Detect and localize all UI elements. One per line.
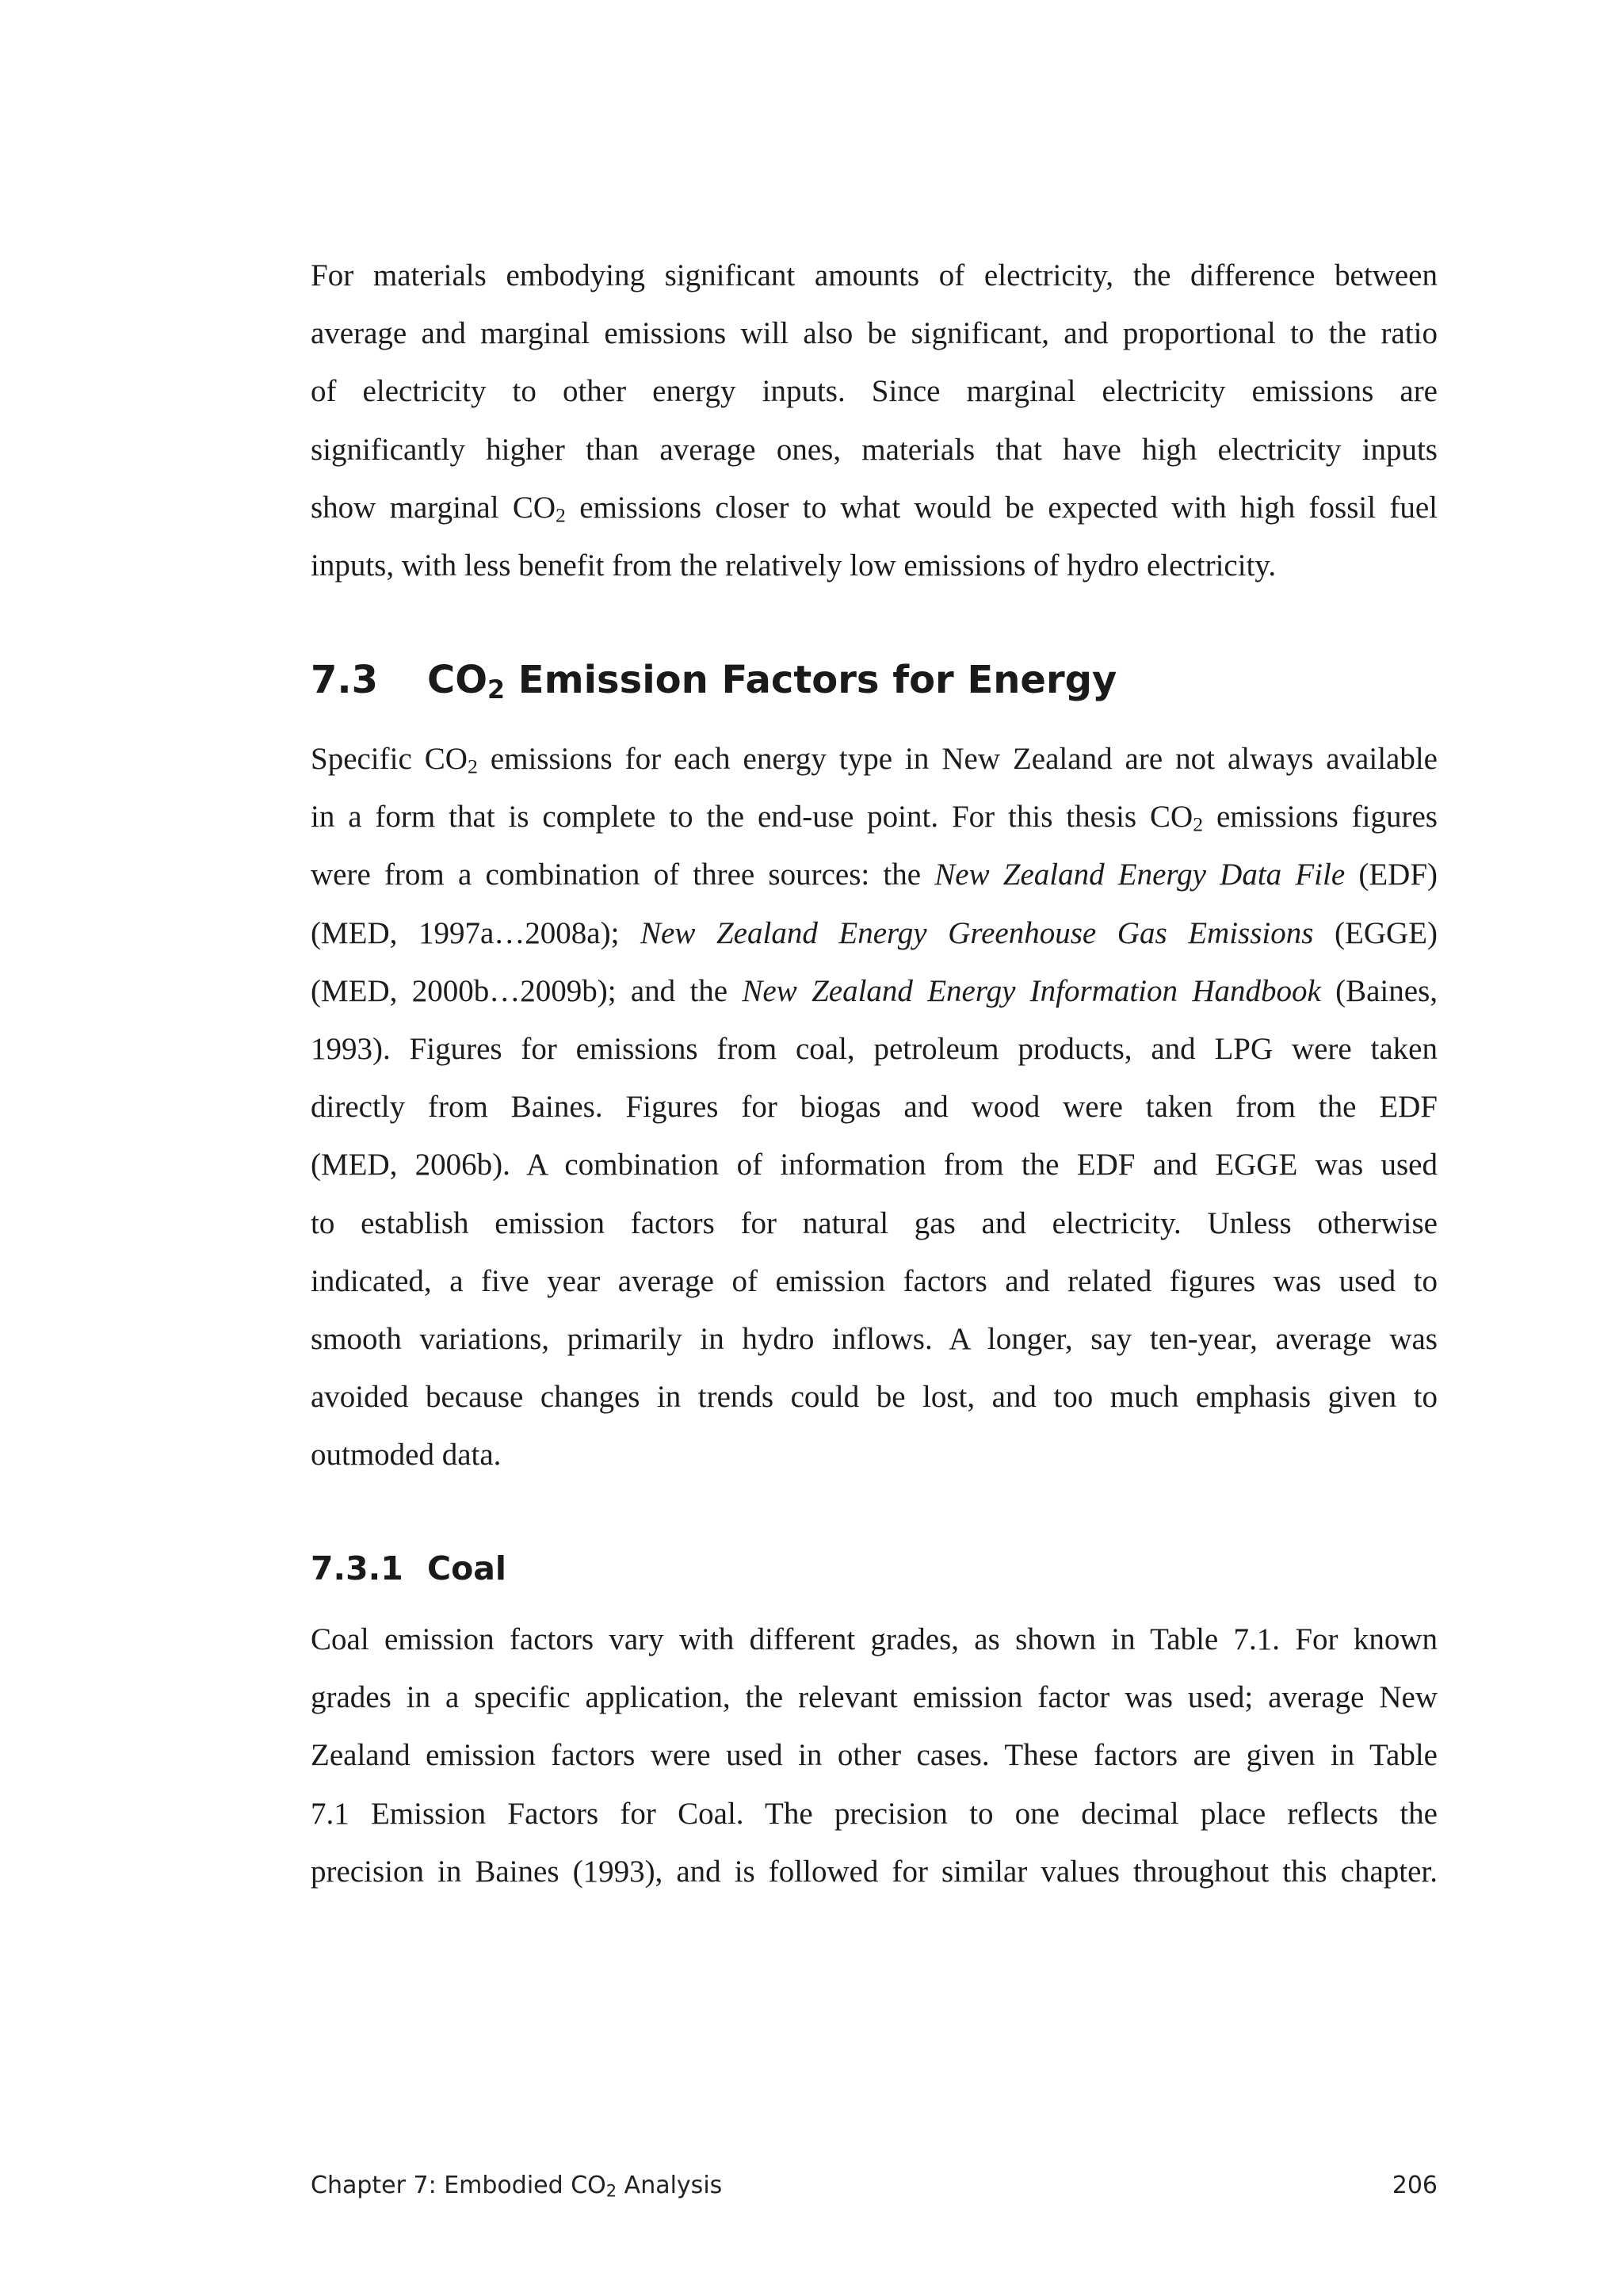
subsection-number: 7.3.1 (311, 1549, 403, 1587)
text-fragment: (MED, 1997a…2008a); (311, 915, 641, 950)
text-line: indicated, a five year average of emission factors and related figures was used to (311, 1263, 1438, 1298)
subscript: 2 (487, 675, 506, 705)
text-fragment: show marginal CO (311, 490, 556, 525)
text-fragment: (EDF) (1345, 858, 1438, 892)
page-number: 206 (1392, 2172, 1438, 2199)
section-number: 7.3 (311, 658, 379, 702)
text-line: of electricity to other energy inputs. Since marginal electricity emissions are (311, 374, 1438, 409)
section-title (427, 658, 1117, 705)
text-fragment: (Baines, (1320, 973, 1438, 1008)
text-line (311, 846, 1438, 904)
text-line (311, 479, 1438, 537)
text-line: outmoded data. (311, 1438, 502, 1473)
text-line (311, 962, 1438, 1020)
text-line: significantly higher than average ones, materials that have high electricity inputs (311, 432, 1438, 467)
section-heading (311, 658, 1117, 705)
text-line: (MED, 2006b). A combination of information from the EDF and EGGE was used (311, 1148, 1438, 1182)
text-line (311, 788, 1438, 846)
paragraph-coal-factors (311, 1610, 1438, 1901)
italic-title: New Zealand Energy Data File (934, 858, 1346, 892)
text-line: 7.1 Emission Factors for Coal. The precision to one decimal place reflects the (311, 1796, 1438, 1831)
text-line (311, 730, 1438, 788)
text-line (311, 904, 1438, 962)
text-fragment: (MED, 2000b…2009b); and the (311, 973, 743, 1008)
subscript: 2 (1193, 812, 1204, 836)
subscript: 2 (556, 503, 566, 527)
text-fragment: (EGGE) (1313, 915, 1438, 950)
subscript: 2 (605, 2181, 617, 2201)
text-line: For materials embodying significant amounts of electricity, the difference between (311, 258, 1438, 292)
footer-text: Analysis (617, 2172, 723, 2199)
text-line: directly from Baines. Figures for biogas and wood were taken from the EDF (311, 1090, 1438, 1125)
text-line: inputs, with less benefit from the relatively low emissions of hydro electricity. (311, 548, 1277, 583)
italic-title: New Zealand Energy Information Handbook (742, 973, 1321, 1008)
text-fragment: were from a combination of three sources: the (311, 858, 935, 892)
text-line: precision in Baines (1993), and is followed for similar values throughout this chapter. (311, 1854, 1438, 1889)
section-title-part: CO (427, 658, 488, 702)
text-line: Coal emission factors vary with different grades, as shown in Table 7.1. For known (311, 1622, 1438, 1656)
subscript: 2 (467, 755, 478, 778)
text-fragment: Specific CO (311, 742, 468, 776)
text-line: average and marginal emissions will also be significant, and proportional to the ratio (311, 316, 1438, 351)
text-line: avoided because changes in trends could be lost, and too much emphasis given to (311, 1380, 1438, 1415)
document-page (311, 0, 1438, 2296)
text-line: grades in a specific application, the relevant emission factor was used; average New (311, 1680, 1438, 1715)
text-line: to establish emission factors for natural gas and electricity. Unless otherwise (311, 1205, 1438, 1240)
footer-chapter-title (311, 2172, 722, 2199)
footer-text: Chapter 7: Embodied CO (311, 2172, 606, 2199)
subsection-heading (311, 1549, 506, 1587)
text-fragment: in a form that is complete to the end-use point. For this thesis CO (311, 800, 1193, 835)
text-line: 1993). Figures for emissions from coal, petroleum products, and LPG were taken (311, 1032, 1438, 1067)
page-footer (311, 2172, 1438, 2199)
text-fragment: emissions for each energy type in New Zealand are not always available (477, 742, 1438, 776)
section-title-part: Emission Factors for Energy (505, 658, 1117, 702)
text-fragment: emissions closer to what would be expected with high fossil fuel (565, 490, 1438, 525)
text-fragment: emissions figures (1203, 800, 1438, 835)
paragraph-emission-sources (311, 730, 1438, 1484)
italic-title: New Zealand Energy Greenhouse Gas Emissions (640, 915, 1314, 950)
text-line: smooth variations, primarily in hydro inflows. A longer, say ten-year, average was (311, 1322, 1438, 1357)
paragraph-electricity-marginal (311, 246, 1438, 594)
subsection-title: Coal (427, 1549, 506, 1587)
text-line: Zealand emission factors were used in other cases. These factors are given in Table (311, 1738, 1438, 1773)
